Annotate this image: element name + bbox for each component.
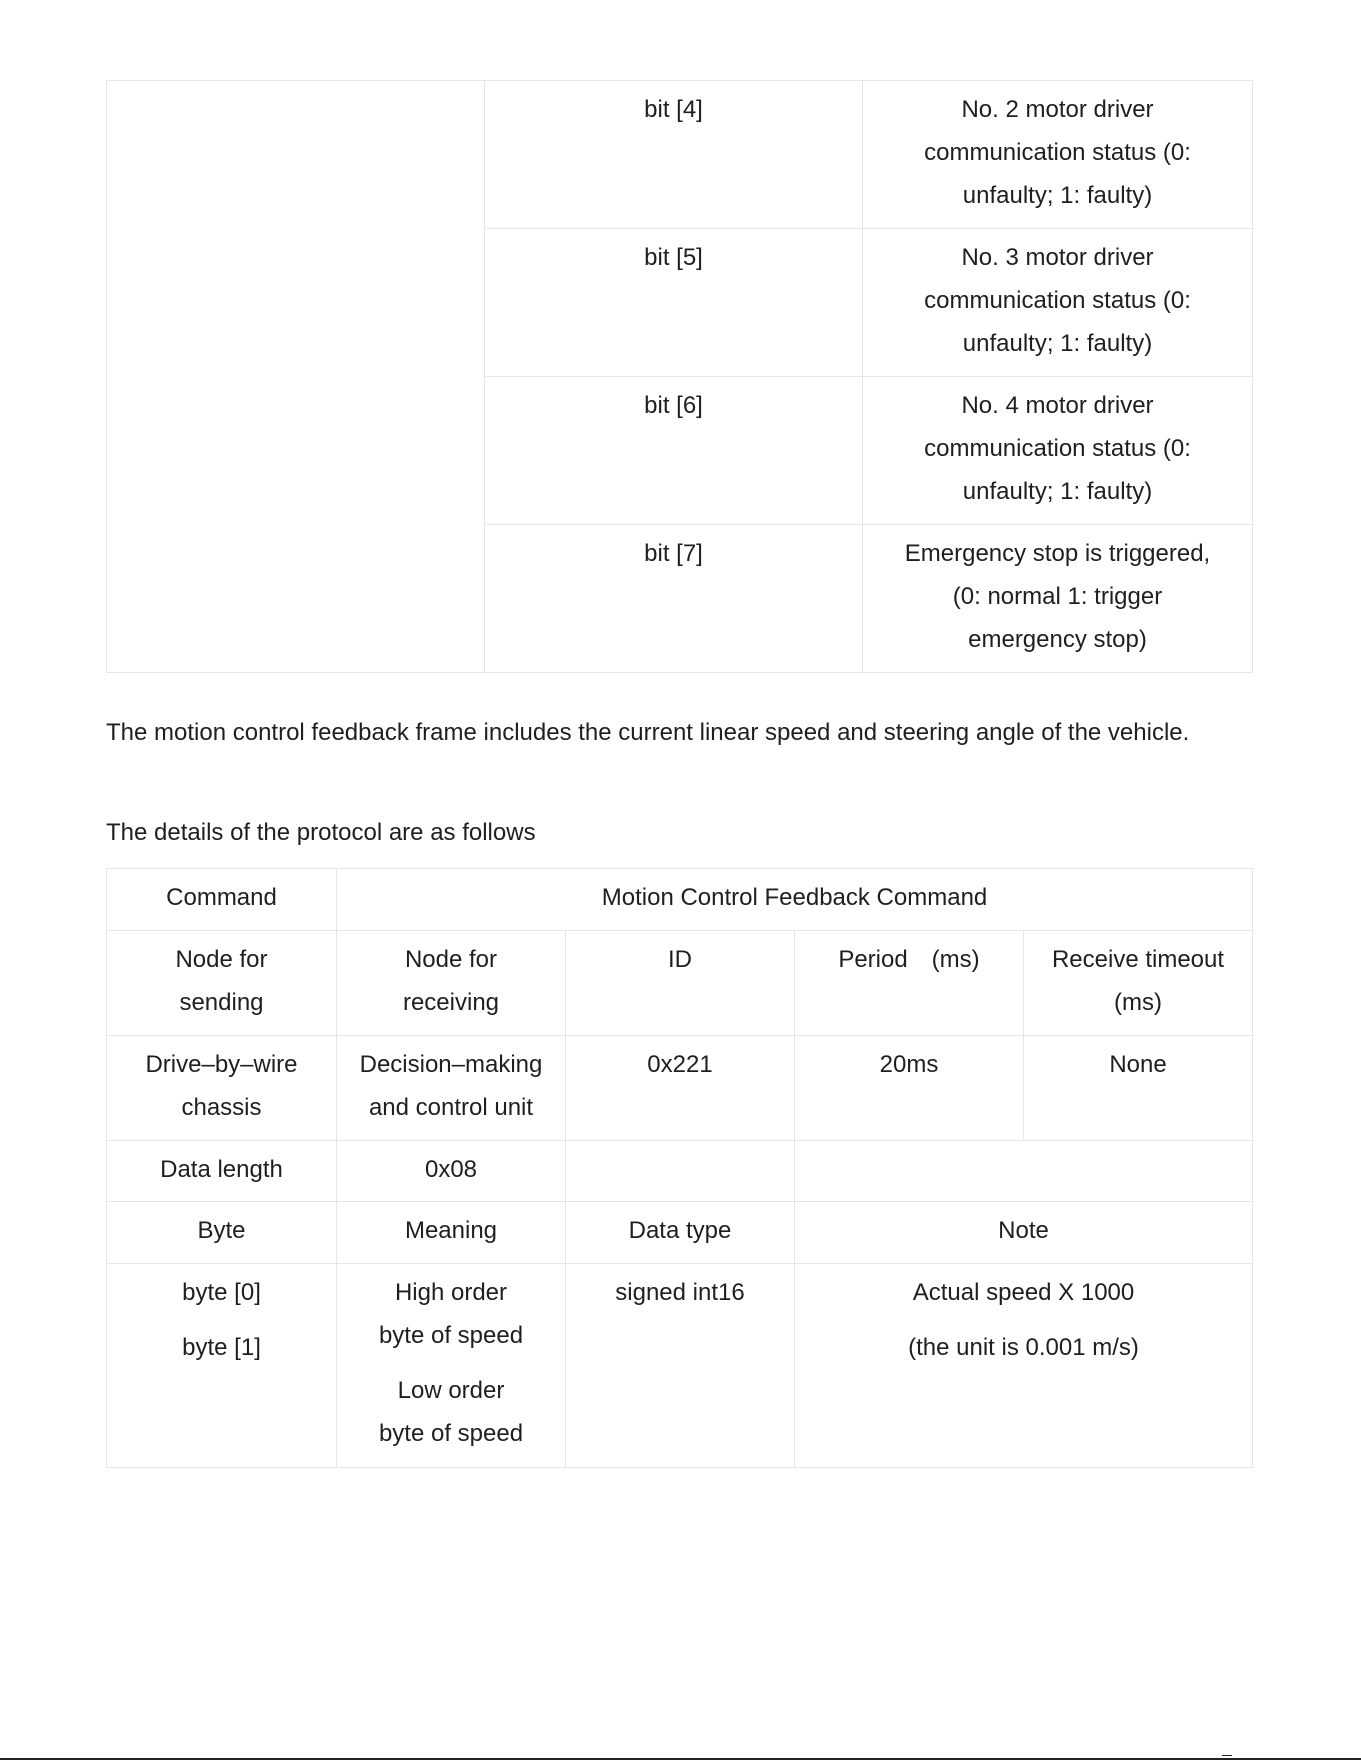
meaning-column-header: Meaning (337, 1202, 566, 1264)
value-line: Decision–making (359, 1051, 543, 1078)
value-line: and control unit (368, 1094, 534, 1121)
description-line: communication status (0: (924, 435, 1191, 462)
description-line: Emergency stop is triggered, (904, 540, 1211, 567)
value-line: chassis (181, 1094, 262, 1121)
description-line: No. 4 motor driver (961, 392, 1154, 419)
data-length-label: Data length (107, 1141, 337, 1202)
header-line: (ms) (1114, 989, 1162, 1016)
bit-status-table (106, 80, 1253, 673)
command-label-cell: Command (107, 869, 337, 931)
empty-cell (795, 1141, 1253, 1202)
meaning-line: Low order (397, 1377, 505, 1404)
receiving-node-header (337, 931, 566, 1036)
description-line: unfaulty; 1: faulty) (962, 478, 1153, 505)
meaning-line: byte of speed (378, 1322, 524, 1349)
note-cell (795, 1264, 1253, 1468)
header-line: Node for (175, 946, 268, 973)
data-type-cell: signed int16 (566, 1264, 795, 1468)
page-corner-mark (1222, 1755, 1232, 1756)
header-line: Node for (404, 946, 498, 973)
bit-description-cell (863, 525, 1253, 673)
data-length-value: 0x08 (337, 1141, 566, 1202)
sending-node-value (107, 1036, 337, 1141)
table-row (107, 869, 1253, 931)
page-bottom-rule (0, 1758, 1361, 1760)
bit-description-cell (863, 229, 1253, 377)
description-line: communication status (0: (924, 287, 1191, 314)
byte-label: byte [1] (182, 1334, 261, 1361)
table-row (107, 1141, 1253, 1202)
header-line: Receive timeout (1051, 946, 1225, 973)
byte-cell (107, 1264, 337, 1468)
bit-cell: bit [5] (485, 229, 863, 377)
data-type-column-header: Data type (566, 1202, 795, 1264)
meaning-line: byte of speed (378, 1420, 524, 1447)
id-header: ID (566, 931, 795, 1036)
protocol-table (106, 868, 1253, 1468)
details-paragraph: The details of the protocol are as follows (106, 819, 536, 846)
bit-description-cell (863, 377, 1253, 525)
table-row (107, 81, 1253, 229)
sending-node-header (107, 931, 337, 1036)
timeout-header (1024, 931, 1253, 1036)
description-line: unfaulty; 1: faulty) (962, 182, 1153, 209)
intro-paragraph: The motion control feedback frame includes the current linear speed and steering angle of the vehicle. (106, 719, 1190, 746)
table-row (107, 1264, 1253, 1468)
description-line: unfaulty; 1: faulty) (962, 330, 1153, 357)
bit-cell: bit [4] (485, 81, 863, 229)
header-line: receiving (402, 989, 500, 1016)
byte-column-header: Byte (107, 1202, 337, 1264)
note-line: Actual speed X 1000 (912, 1279, 1135, 1306)
description-line: communication status (0: (924, 139, 1191, 166)
timeout-value: None (1024, 1036, 1253, 1141)
description-line: emergency stop) (968, 626, 1147, 653)
table-row (107, 931, 1253, 1036)
id-value: 0x221 (566, 1036, 795, 1141)
table-row (107, 1202, 1253, 1264)
note-column-header: Note (795, 1202, 1253, 1264)
header-line: sending (179, 989, 264, 1016)
empty-cell (566, 1141, 795, 1202)
bit-description-cell (863, 81, 1253, 229)
bit-cell: bit [7] (485, 525, 863, 673)
meaning-cell (337, 1264, 566, 1468)
description-line: No. 2 motor driver (961, 96, 1154, 123)
period-value: 20ms (795, 1036, 1024, 1141)
description-line: No. 3 motor driver (961, 244, 1154, 271)
bit-cell: bit [6] (485, 377, 863, 525)
command-value-cell: Motion Control Feedback Command (337, 869, 1253, 931)
byte-label: byte [0] (182, 1279, 261, 1306)
period-header: Period (ms) (795, 931, 1024, 1036)
receiving-node-value (337, 1036, 566, 1141)
meaning-line: High order (394, 1279, 508, 1306)
description-line: (0: normal 1: trigger (952, 583, 1163, 610)
merged-blank-cell (107, 81, 485, 673)
table-row (107, 1036, 1253, 1141)
note-line: (the unit is 0.001 m/s) (908, 1334, 1139, 1361)
value-line: Drive–by–wire (145, 1051, 298, 1078)
